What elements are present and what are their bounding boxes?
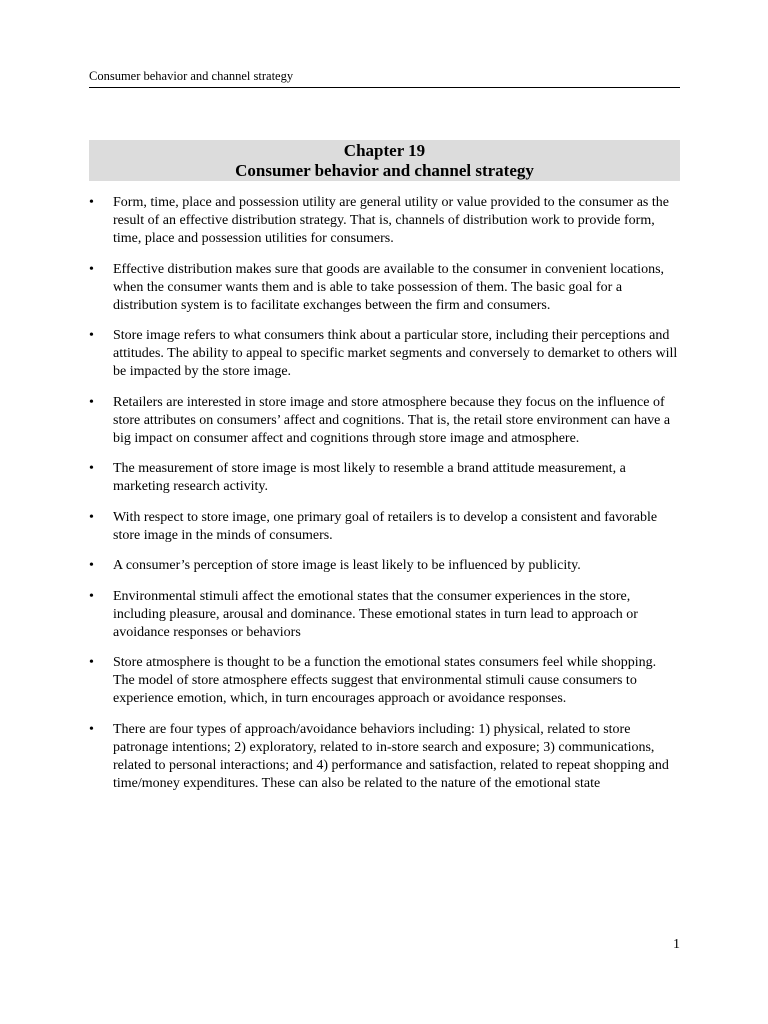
bullet-item: [89, 460, 680, 496]
bullet-dot-icon: •: [89, 509, 94, 525]
bullet-list: [89, 194, 680, 805]
bullet-item: [89, 327, 680, 381]
bullet-item: [89, 721, 680, 793]
bullet-text: Effective distribution makes sure that goods are available to the consumer in convenient locations, when the consumer wants them and is able to take possession of them. The basic goal for a distribution system is to facilitate exchanges between the firm and consumers.: [113, 261, 665, 313]
bullet-text: There are four types of approach/avoidance behaviors including: 1) physical, related to store patronage intentions; 2) exploratory, related to in-store search and exposure; 3) communications, related to personal interactions; and 4) performance and satisfaction, related to repeat shopping and time/money expenditures. These can also be related to the nature of the emotional state: [113, 721, 669, 791]
running-header: Consumer behavior and channel strategy: [89, 69, 680, 88]
chapter-heading: [89, 140, 680, 181]
bullet-text: Environmental stimuli affect the emotional states that the consumer experiences in the store, including pleasure, arousal and dominance. These emotional states in turn lead to approach or avoidance responses or behaviors: [113, 588, 638, 640]
bullet-item: [89, 588, 680, 642]
bullet-dot-icon: •: [89, 195, 94, 210]
bullet-text: The measurement of store image is most likely to resemble a brand attitude measurement, a marketing research activity.: [113, 461, 626, 494]
bullet-dot-icon: •: [89, 558, 94, 573]
bullet-text: With respect to store image, one primary goal of retailers is to develop a consistent and favorable store image in the minds of consumers.: [113, 509, 658, 543]
bullet-dot-icon: •: [89, 655, 94, 670]
chapter-title: Consumer behavior and channel strategy: [235, 161, 534, 180]
bullet-dot-icon: •: [89, 461, 94, 476]
bullet-dot-icon: •: [89, 328, 94, 343]
bullet-text: Store image refers to what consumers think about a particular store, including their perceptions and attitudes. The ability to appeal to specific market segments and conversely to demarket to others will be impacted by the store image.: [113, 328, 678, 379]
bullet-dot-icon: •: [89, 588, 94, 604]
chapter-number: Chapter 19: [343, 141, 426, 160]
bullet-text: Retailers are interested in store image and store atmosphere because they focus on the influence of store attributes on consumers’ affect and cognitions. That is, the retail store environment can have a big impact on consumer affect and cognitions through store image and atmosphere.: [113, 394, 671, 446]
bullet-text: A consumer’s perception of store image is least likely to be influenced by publicity.: [113, 558, 581, 573]
bullet-text: Form, time, place and possession utility are general utility or value provided to the consumer as the result of an effective distribution strategy. That is, channels of distribution work to provide form, time, place and possession utilities for consumers.: [113, 195, 669, 246]
bullet-item: [89, 261, 680, 315]
bullet-dot-icon: •: [89, 261, 94, 277]
bullet-dot-icon: •: [89, 721, 94, 737]
page-number: 1: [673, 937, 680, 952]
bullet-item: [89, 194, 680, 248]
bullet-item: [89, 509, 680, 545]
bullet-item: [89, 557, 680, 575]
bullet-dot-icon: •: [89, 394, 94, 410]
bullet-item: [89, 654, 680, 708]
bullet-item: [89, 394, 680, 448]
bullet-text: Store atmosphere is thought to be a function the emotional states consumers feel while shopping. The model of store atmosphere effects suggest that environmental stimuli cause consumers to experience emotion, which, in turn encourages approach or avoidance responses.: [113, 655, 657, 706]
